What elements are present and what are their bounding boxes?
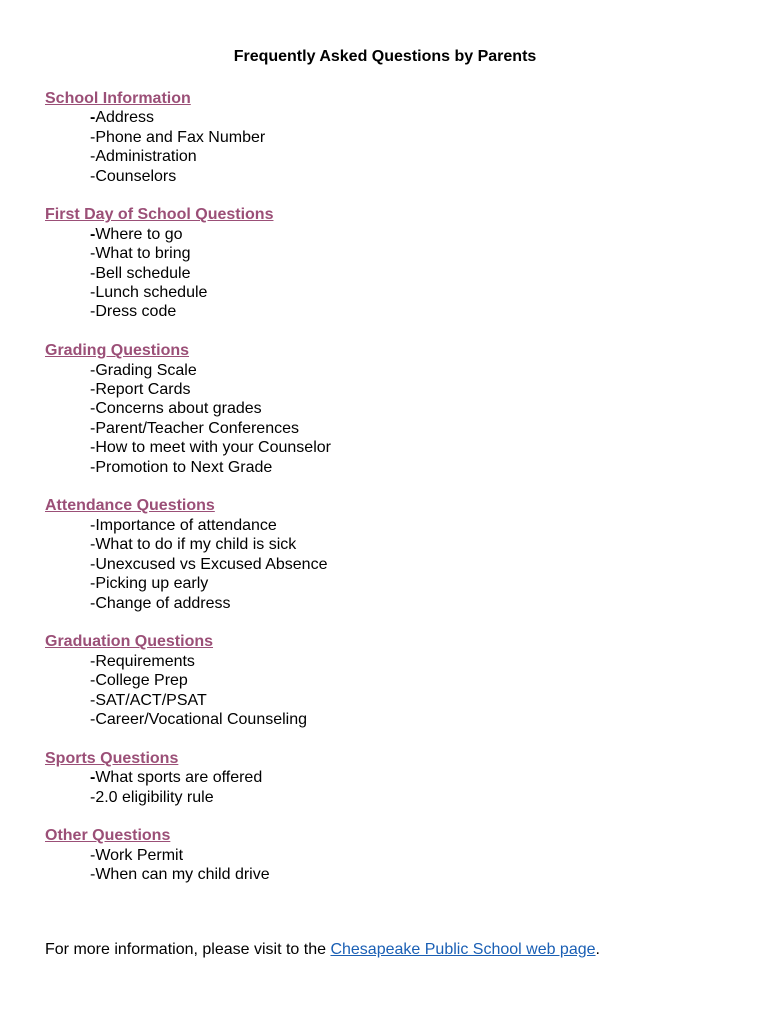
question-item: [90, 108, 745, 127]
dash-marker: -: [90, 769, 96, 787]
dash-marker: -: [90, 555, 96, 573]
question-item: [90, 516, 745, 535]
question-item: [90, 788, 745, 807]
question-text: What to do if my child is sick: [95, 536, 297, 554]
question-text: Career/Vocational Counseling: [95, 710, 308, 728]
question-item: [90, 652, 745, 671]
question-list: [45, 846, 745, 885]
question-text: Counselors: [95, 167, 177, 185]
question-list: [45, 652, 745, 730]
dash-marker: -: [90, 303, 96, 321]
dash-marker: -: [90, 361, 96, 379]
question-text: What to bring: [95, 245, 191, 263]
question-text: Parent/Teacher Conferences: [95, 419, 299, 437]
question-text: Address: [95, 109, 155, 127]
dash-marker: -: [90, 225, 96, 243]
question-text: Administration: [95, 148, 197, 166]
dash-marker: -: [90, 284, 96, 302]
question-item: [90, 458, 745, 477]
question-text: Dress code: [95, 303, 177, 321]
faq-section: [45, 341, 745, 477]
question-item: [90, 380, 745, 399]
question-text: Lunch schedule: [95, 284, 208, 302]
question-item: [90, 594, 745, 613]
dash-marker: -: [90, 167, 96, 185]
dash-marker: -: [90, 594, 96, 612]
school-web-page-link[interactable]: Chesapeake Public School web page: [330, 941, 596, 958]
section-heading[interactable]: Attendance Questions: [45, 497, 215, 515]
dash-marker: -: [90, 400, 96, 418]
footer-note: [45, 940, 600, 960]
question-item: [90, 691, 745, 710]
faq-section: [45, 826, 745, 884]
question-text: Where to go: [95, 225, 183, 243]
question-item: [90, 264, 745, 283]
question-text: Promotion to Next Grade: [95, 458, 273, 476]
footer-prefix: For more information, please visit to the: [45, 941, 331, 958]
question-item: [90, 671, 745, 690]
dash-marker: -: [90, 439, 96, 457]
question-text: Concerns about grades: [95, 400, 262, 418]
dash-marker: -: [90, 109, 96, 127]
faq-section: [45, 749, 745, 807]
section-heading[interactable]: Sports Questions: [45, 749, 179, 767]
dash-marker: -: [90, 419, 96, 437]
faq-sections: [45, 89, 745, 904]
dash-marker: -: [90, 575, 96, 593]
faq-section: [45, 632, 745, 729]
section-heading[interactable]: First Day of School Questions: [45, 206, 274, 224]
question-text: How to meet with your Counselor: [95, 439, 331, 457]
question-item: [90, 225, 745, 244]
page-title: Frequently Asked Questions by Parents: [233, 48, 537, 65]
question-text: When can my child drive: [95, 866, 270, 884]
question-item: [90, 865, 745, 884]
section-heading[interactable]: Graduation Questions: [45, 633, 214, 651]
dash-marker: -: [90, 264, 96, 282]
dash-marker: -: [90, 128, 96, 146]
question-item: [90, 555, 745, 574]
question-text: Phone and Fax Number: [95, 128, 266, 146]
dash-marker: -: [90, 710, 96, 728]
footer-suffix: .: [595, 941, 600, 958]
dash-marker: -: [90, 691, 96, 709]
question-text: College Prep: [95, 672, 188, 690]
question-text: Report Cards: [95, 381, 191, 399]
question-list: [45, 516, 745, 613]
question-item: [90, 167, 745, 186]
question-text: SAT/ACT/PSAT: [95, 691, 207, 709]
question-text: Importance of attendance: [95, 516, 277, 534]
question-text: Work Permit: [95, 846, 184, 864]
question-item: [90, 419, 745, 438]
question-text: Requirements: [95, 652, 195, 670]
section-heading[interactable]: Other Questions: [45, 827, 171, 845]
question-list: [45, 768, 745, 807]
question-list: [45, 361, 745, 477]
question-item: [90, 768, 745, 787]
dash-marker: -: [90, 148, 96, 166]
question-item: [90, 361, 745, 380]
dash-marker: -: [90, 536, 96, 554]
dash-marker: -: [90, 245, 96, 263]
dash-marker: -: [90, 458, 96, 476]
question-text: Change of address: [95, 594, 231, 612]
dash-marker: -: [90, 516, 96, 534]
question-item: [90, 574, 745, 593]
question-item: [90, 147, 745, 166]
faq-section: [45, 496, 745, 612]
question-text: Picking up early: [95, 575, 209, 593]
question-text: Grading Scale: [95, 361, 197, 379]
question-list: [45, 108, 745, 186]
faq-section: [45, 89, 745, 186]
question-item: [90, 128, 745, 147]
question-list: [45, 225, 745, 322]
dash-marker: -: [90, 672, 96, 690]
question-item: [90, 399, 745, 418]
question-item: [90, 846, 745, 865]
question-item: [90, 535, 745, 554]
question-text: 2.0 eligibility rule: [95, 788, 214, 806]
section-heading[interactable]: School Information: [45, 90, 191, 107]
dash-marker: -: [90, 652, 96, 670]
dash-marker: -: [90, 846, 96, 864]
question-item: [90, 244, 745, 263]
question-text: What sports are offered: [95, 769, 263, 787]
dash-marker: -: [90, 866, 96, 884]
dash-marker: -: [90, 381, 96, 399]
question-text: Unexcused vs Excused Absence: [95, 555, 328, 573]
dash-marker: -: [90, 788, 96, 806]
section-heading[interactable]: Grading Questions: [45, 342, 190, 360]
question-item: [90, 302, 745, 321]
question-text: Bell schedule: [95, 264, 191, 282]
faq-section: [45, 205, 745, 321]
question-item: [90, 438, 745, 457]
question-item: [90, 283, 745, 302]
question-item: [90, 710, 745, 729]
